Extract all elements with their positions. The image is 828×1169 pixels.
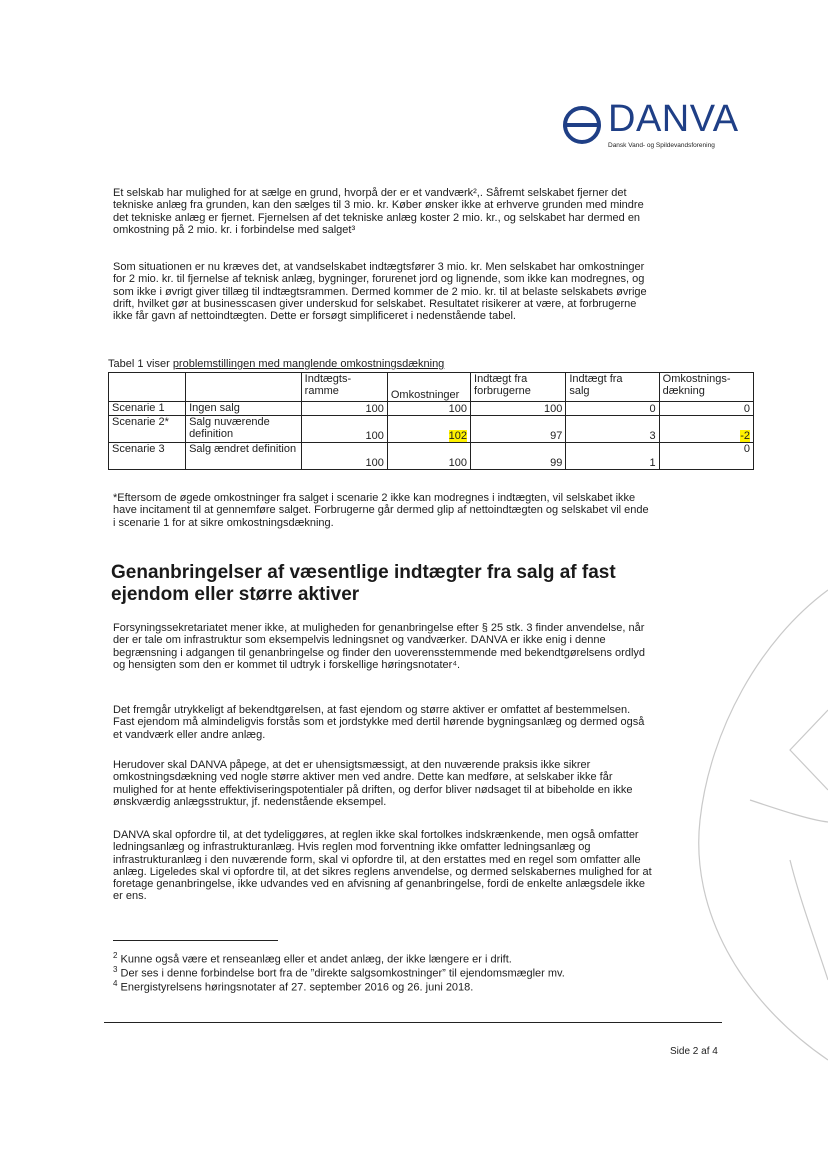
cell-ramme: 100 (301, 402, 387, 416)
footnote-text: Energistyrelsens høringsnotater af 27. september 2016 og 26. juni 2018. (120, 981, 474, 994)
footnote-number: 2 (113, 951, 118, 960)
cell-daekning: 0 (659, 443, 753, 470)
section-paragraph-2: Det fremgår utrykkeligt af bekendtgørelsen, at fast ejendom og større aktiver er omfattet af bestemmelsen. Fast ejendom må almindeligvis forstås som et jordstykke med dertil hørende bygningsanlæg og dermed også et vandværk eller andre anlæg. (113, 704, 645, 741)
cell-scenario: Scenarie 2* (109, 416, 186, 443)
highlighted-value: -2 (740, 430, 750, 442)
table-header-row (109, 373, 754, 402)
watermark-graphic (640, 560, 828, 1080)
table-row (109, 443, 754, 470)
logo-wordmark: DANVA (608, 98, 739, 140)
cell-forbrugerne: 100 (471, 402, 566, 416)
cell-ramme: 100 (301, 443, 387, 470)
highlighted-value: 102 (448, 430, 468, 442)
section-paragraph-1: Forsyningssekretariatet mener ikke, at muligheden for genanbringelse efter § 25 stk. 3 finder anvendelse, når der er tale om infrastruktur som eksempelvis ledningsnet og vandværker. DANVA er ikke enig i denne begrænsning i adgangen til genanbringelse og finder den uoverensstemmende med bekendtgørelsens ordlyd og hensigten som den er kommet til udtryk i forskellige høringsnotater⁴. (113, 622, 646, 671)
footnote-text: Der ses i denne forbindelse bort fra de ”direkte salgsomkostninger” til ejendomsmægler mv. (120, 967, 565, 980)
header-indtaegt-forbrugerne: Indtægt fra forbrugerne (471, 373, 566, 402)
footnote-number: 3 (113, 965, 118, 974)
section-paragraph-4: DANVA skal opfordre til, at det tydeliggøres, at reglen ikke skal fortolkes indskrænkende, men også omfatter ledningsanlæg og infrastrukturanlæg. Hvis reglen mod forventning ikke omfatter ledningsanlæg og infrastrukturanlæg i den nuværende form, skal vi opfordre til, at den erstattes med en regel som omfatter alle anlæg. Ligeledes skal vi opfordre til, at det sikres reglens anvendelse, og dermed selskabernes mulighed for at foretage genanbringelse, ikke udvandes ved en afvisning af genanbringelse, fordi de enkelte anlægsdele ikke er ens. (113, 829, 652, 903)
header-description (186, 373, 302, 402)
section-paragraph-3: Herudover skal DANVA påpege, at det er uhensigtsmæssigt, at den nuværende praksis ikke sikrer omkostningsdækning ved nogle større aktiver men ved andre. Dette kan medføre, at selskaber ikke får mulighed for at hente effektiviseringspotentialer på driften, og derfor bliver nødsaget til at bibeholde en ikke ønskværdig anlægsstruktur, jf. nedenstående eksempel. (113, 759, 633, 808)
table-row (109, 416, 754, 443)
logo-subtitle: Dansk Vand- og Spildevandsforening (608, 142, 715, 149)
header-omkostninger: Omkostninger (387, 373, 470, 402)
header-indtaegtsramme: Indtægts- ramme (301, 373, 387, 402)
header-scenario (109, 373, 186, 402)
cell-description: Salg ændret definition (186, 443, 302, 470)
cell-description: Salg nuværende definition (186, 416, 302, 443)
scenario-table (108, 372, 754, 470)
footnote-divider (113, 940, 278, 941)
cell-salg: 3 (566, 416, 659, 443)
danva-logo (560, 98, 740, 154)
header-omkostningsdaekning: Omkostnings- dækning (659, 373, 753, 402)
footer-divider (104, 1022, 722, 1023)
cell-salg: 1 (566, 443, 659, 470)
cell-forbrugerne: 97 (471, 416, 566, 443)
cell-omkostninger: 100 (387, 402, 470, 416)
table-row (109, 402, 754, 416)
cell-scenario: Scenarie 1 (109, 402, 186, 416)
table-caption (108, 358, 444, 370)
footnote-4 (113, 978, 473, 994)
table-footnote: *Eftersom de øgede omkostninger fra salget i scenarie 2 ikke kan modregnes i indtægten, vil selskabet ikke have incitament til at gennemføre salget. Forbrugerne går dermed glip af nettoindtægten og selskabet vil ende i scenarie 1 for at sikre omkostningsdækning. (113, 492, 649, 529)
page-number: Side 2 af 4 (670, 1046, 718, 1057)
cell-omkostninger: 100 (387, 443, 470, 470)
table-caption-title: problemstillingen med manglende omkostningsdækning (172, 358, 445, 370)
footnote-text: Kunne også være et renseanlæg eller et andet anlæg, der ikke længere er i drift. (120, 953, 512, 966)
header-indtaegt-salg: Indtægt fra salg (566, 373, 659, 402)
section-heading: Genanbringelser af væsentlige indtægter fra salg af fast ejendom eller større aktiver (111, 562, 616, 605)
intro-paragraph-1: Et selskab har mulighed for at sælge en grund, hvorpå der er et vandværk²,. Såfremt selskabet fjerner det tekniske anlæg fra grunden, kan den sælges til 3 mio. kr. Køber ønsker ikke at erhverve grunden med mindre det tekniske anlæg er fjernet. Fjernelsen af det tekniske anlæg koster 2 mio. kr., og selskabet har dermed en omkostning på 2 mio. kr. i forbindelse med salget³ (113, 187, 644, 236)
cell-forbrugerne: 99 (471, 443, 566, 470)
cell-scenario: Scenarie 3 (109, 443, 186, 470)
danva-logo-icon (560, 102, 606, 148)
table-caption-prefix: Tabel 1 viser (108, 358, 173, 370)
intro-paragraph-2: Som situationen er nu kræves det, at vandselskabet indtægtsfører 3 mio. kr. Men selskabet har omkostninger for 2 mio. kr. til fjernelse af teknisk anlæg, bygninger, forurenet jord og lignende, som ikke kan modregnes, og som ikke i øvrigt giver tillæg til indtægtsrammen. Dermed kommer de 2 mio. kr. til at belaste selskabets øvrige drift, hvilket gør at businesscasen giver underskud for selskabet. Resultatet risikerer at være, at forbrugerne ikke får gavn af nettoindtægten. Dette er forsøgt simplificeret i nedenstående tabel. (113, 261, 647, 323)
cell-daekning (659, 416, 753, 443)
footnote-number: 4 (113, 979, 118, 988)
cell-description: Ingen salg (186, 402, 302, 416)
cell-ramme: 100 (301, 416, 387, 443)
cell-salg: 0 (566, 402, 659, 416)
cell-omkostninger (387, 416, 470, 443)
cell-daekning: 0 (659, 402, 753, 416)
